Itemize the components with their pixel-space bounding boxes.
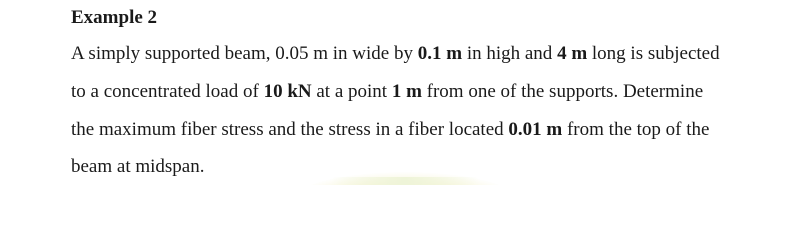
text-segment: in high and	[462, 43, 558, 64]
bold-value: 10 kN	[263, 81, 312, 102]
problem-line-2	[71, 80, 703, 104]
text-segment: beam at midspan.	[71, 156, 205, 177]
problem-line-1	[71, 42, 720, 66]
watermark-logo	[290, 172, 520, 185]
text-segment: to a concentrated load of	[71, 81, 264, 102]
text-segment: the maximum fiber stress and the stress in a fiber located	[71, 119, 509, 140]
watermark-band	[330, 177, 480, 185]
bold-value: 4 m	[557, 43, 588, 64]
problem-line-4	[71, 155, 205, 179]
problem-line-3	[71, 118, 709, 142]
text-segment: from one of the supports. Determine	[421, 81, 704, 102]
example-heading: Example 2	[71, 7, 158, 28]
bold-value: 1 m	[391, 81, 422, 102]
text-segment: from the top of the	[562, 119, 710, 140]
text-segment: A simply supported beam, 0.05 m in wide by	[71, 43, 418, 64]
text-segment: at a point	[311, 81, 392, 102]
text-segment: long is subjected	[587, 43, 720, 64]
bold-value: 0.01 m	[508, 119, 563, 140]
bold-value: 0.1 m	[417, 43, 463, 64]
